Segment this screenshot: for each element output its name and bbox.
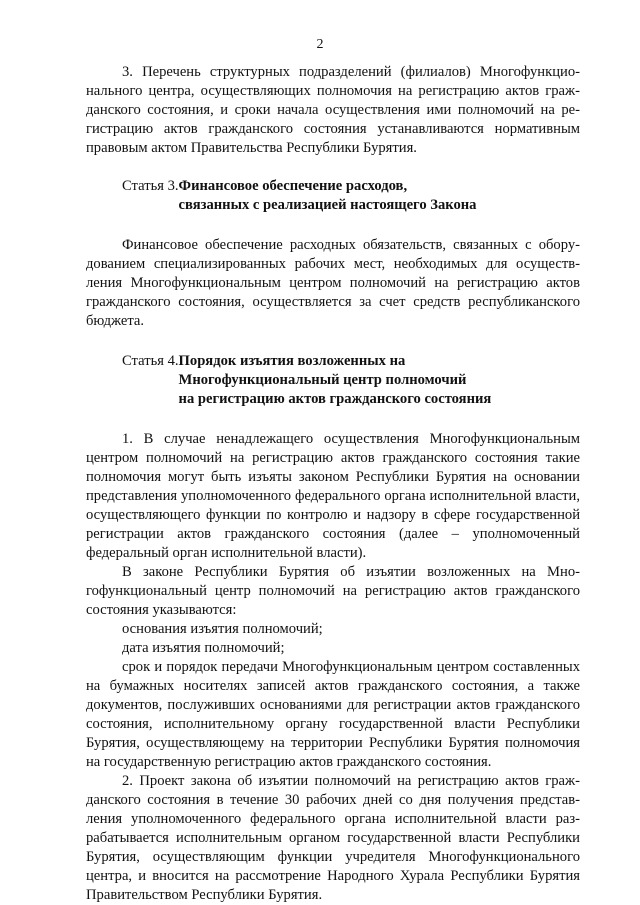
article-3-title-line: Финансовое обеспечение расходов, [178, 178, 408, 194]
article-4-title-line: Многофункциональный центр полномочий [178, 372, 467, 388]
paragraph-withdrawal-case: 1. В случае ненадлежащего осуществления Многофункциональным центром полномочий на регистрацию актов гражданского состояния такие полномочия могут быть изъяты законом Республики Бурятия на основании представления уполномоченного федерального органа исполнительной власти, осуществляющего функции по контролю и надзору в сфере государственной регистрации актов гражданского состояния (далее – уполномоченный федеральный орган исполнительной власти). [86, 431, 580, 561]
article-3-label: Статья 3. [122, 178, 179, 194]
page-number: 2 [316, 37, 324, 52]
article-3-title-line: связанных с реализацией настоящего Закона [178, 197, 477, 213]
paragraph-law-contents: В законе Республики Бурятия об изъятии возложенных на Многофункциональный центр полномочий на регистрацию актов гражданского состояния указываются: [86, 564, 580, 618]
document-body [86, 63, 580, 905]
article-4-title-line: на регистрацию актов гражданского состояния [178, 391, 492, 407]
article-4-title-line: Порядок изъятия возложенных на [178, 353, 406, 369]
article-4-heading [86, 352, 580, 409]
paragraph-transfer-terms: срок и порядок передачи Многофункциональным центром составленных на бумажных носителях записей актов гражданского состояния, а также документов, послуживших основаниями для регистрации актов гражданского состояния, исполнительному органу государственной власти Республики Бурятия, осуществляющему на территории Республики Бурятия полномочия на государственную регистрацию актов гражданского состояния. [86, 659, 580, 770]
article-4-title [179, 352, 492, 409]
list-item-grounds: основания изъятия полномочий; [122, 621, 323, 637]
article-3-heading [86, 177, 580, 215]
paragraph-structural-units: 3. Перечень структурных подразделений (филиалов) Многофункционального центра, осуществляющих полномочия на регистрацию актов гражданского состояния, и сроки начала осуществления ими полномочий на регистрацию актов гражданского состояния устанавливаются нормативным правовым актом Правительства Республики Бурятия. [86, 64, 580, 156]
article-3-title [179, 177, 477, 215]
paragraph-financing: Финансовое обеспечение расходных обязательств, связанных с оборудованием специализированных рабочих мест, необходимых для осуществления Многофункциональным центром полномочий на регистрацию актов гражданского состояния, осуществляется за счет средств республиканского бюджета. [86, 237, 580, 329]
paragraph-draft-law: 2. Проект закона об изъятии полномочий на регистрацию актов гражданского состояния в течение 30 рабочих дней со дня получения представления уполномоченного федерального органа исполнительной власти разрабатывается исполнительным органом государственной власти Республики Бурятия, осуществляющим функции учредителя Многофункционального центра, и вносится на рассмотрение Народного Хурала Республики Бурятия Правительством Республики Бурятия. [86, 773, 580, 903]
article-4-label: Статья 4. [122, 353, 179, 369]
list-item-date: дата изъятия полномочий; [122, 640, 285, 656]
